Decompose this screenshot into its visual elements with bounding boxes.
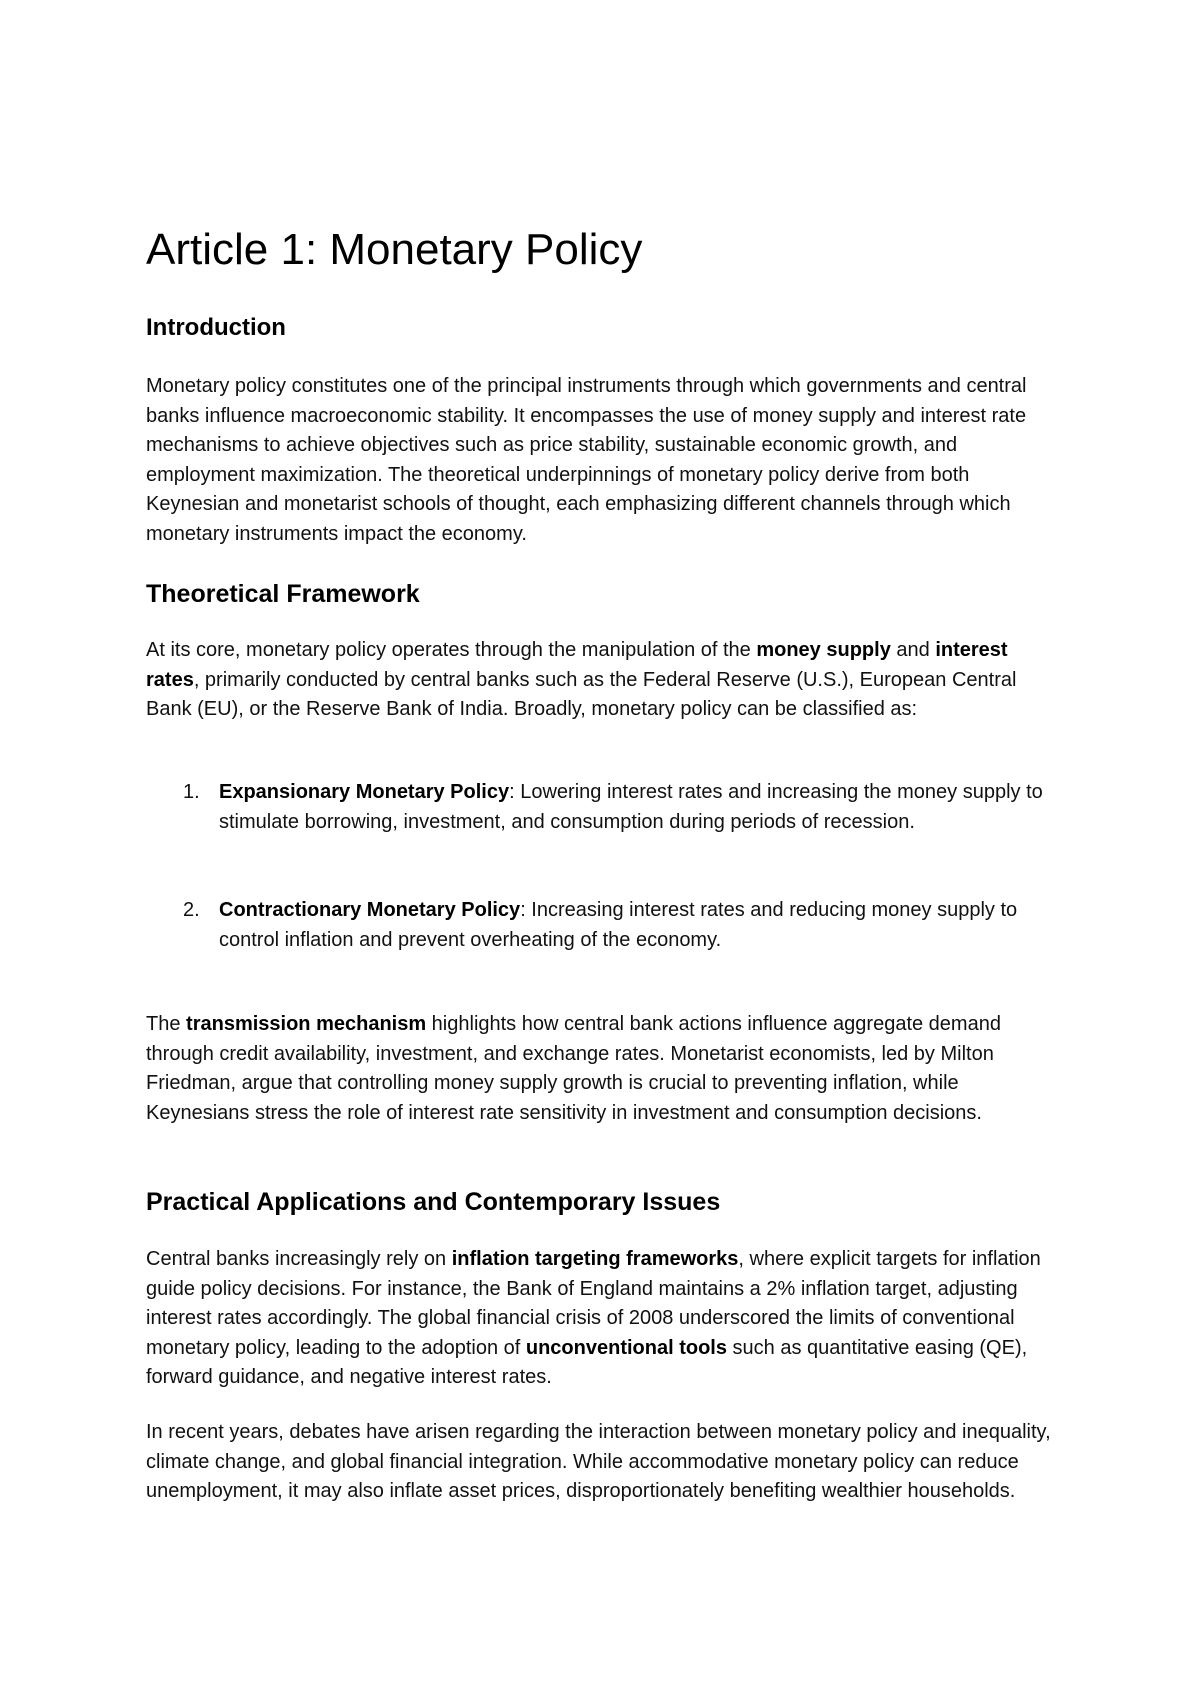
heading-theoretical-framework: Theoretical Framework — [146, 580, 420, 608]
bold-term-unconventional-tools: unconventional tools — [525, 1336, 727, 1359]
heading-introduction: Introduction — [146, 314, 286, 341]
text-run: Central banks increasingly rely on — [146, 1248, 452, 1270]
paragraph-recent-debates: In recent years, debates have arisen regarding the interaction between monetary policy and inequality, climate change, and global financial integration. While accommodative monetary policy can reduce unemployment, it may also inflate asset prices, disproportionately benefiting wealthier households. — [146, 1421, 1051, 1503]
list-item-contractionary — [146, 896, 1066, 955]
text-run: such as quantitative easing (QE), forward guidance, and negative interest rates. — [146, 1336, 1028, 1389]
paragraph-introduction: Monetary policy constitutes one of the principal instruments through which governments and central banks influence macroeconomic stability. It encompasses the use of money supply and interest rate mechanisms to achieve objectives such as price stability, sustainable economic growth, and employment maximization. The theoretical underpinnings of monetary policy derive from both Keynesian and monetarist schools of thought, each emphasizing different channels through which monetary instruments impact the economy. — [146, 375, 1027, 545]
list-number: 1. — [183, 781, 200, 803]
bold-term-inflation-targeting: inflation targeting frameworks — [451, 1248, 739, 1270]
list-item-expansionary — [146, 778, 1066, 837]
heading-practical-applications: Practical Applications and Contemporary Issues — [146, 1188, 721, 1216]
text-run: and — [890, 639, 936, 661]
text-run: At its core, monetary policy operates through the manipulation of the — [146, 639, 757, 661]
text-run: : Lowering interest rates and increasing the money supply to stimulate borrowing, investment, and consumption during periods of recession. — [219, 781, 1043, 833]
paragraph-transmission-mechanism — [146, 1010, 1066, 1128]
list-item-text — [219, 896, 1066, 955]
text-run: The — [146, 1013, 187, 1035]
text-run: , where explicit targets for inflation guide policy decisions. For instance, the Bank of England maintains a 2% inflation target, adjusting interest rates accordingly. The global financial crisis of 2008 underscored the limits of conventional monetary policy, leading to the adoption of — [146, 1248, 1041, 1359]
policy-list — [146, 778, 1066, 837]
text-run: : Increasing interest rates and reducing money supply to control inflation and prevent overheating of the economy. — [219, 899, 1018, 951]
bold-term-transmission-mechanism: transmission mechanism — [186, 1013, 427, 1035]
paragraph-inflation-targeting — [146, 1245, 1066, 1393]
list-number: 2. — [183, 899, 200, 921]
bold-term-contractionary: Contractionary Monetary Policy — [219, 899, 521, 921]
bold-term-money-supply: money supply — [756, 639, 891, 661]
bold-term-expansionary: Expansionary Monetary Policy — [219, 781, 510, 803]
text-run: , primarily conducted by central banks such as the Federal Reserve (U.S.), European Central Bank (EU), or the Reserve Bank of India. Broadly, monetary policy can be classified as: — [146, 668, 1017, 721]
text-run: highlights how central bank actions influence aggregate demand through credit availability, investment, and exchange rates. Monetarist economists, led by Milton Friedman, argue that controlling money supply growth is crucial to preventing inflation, while Keynesians stress the role of interest rate sensitivity in investment and consumption decisions. — [146, 1013, 1001, 1124]
bold-term-interest-rates: interest rates — [146, 639, 1008, 691]
document-title: Article 1: Monetary Policy — [146, 225, 643, 274]
policy-list — [146, 896, 1066, 955]
paragraph-theoretical-framework — [146, 636, 1066, 725]
list-item-text — [219, 778, 1066, 837]
